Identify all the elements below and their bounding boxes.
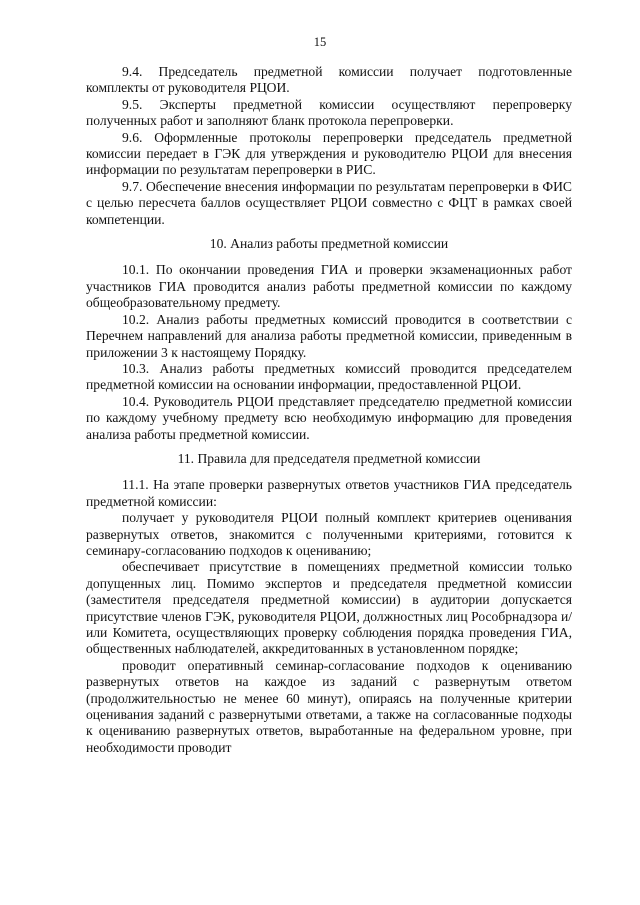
paragraph-9-5: 9.5. Эксперты предметной комиссии осуществляют перепроверку полученных работ и заполняют бланк протокола перепроверки. — [86, 96, 572, 129]
paragraph-9-4: 9.4. Председатель предметной комиссии получает подготовленные комплекты от руководителя РЦОИ. — [86, 64, 572, 96]
section-10-heading: 10. Анализ работы предметной комиссии — [209, 236, 449, 252]
paragraph-10-2: 10.2. Анализ работы предметных комиссий проводится в соответствии с Перечнем направлений для анализа работы предметной комиссии, приведенным в приложении 3 к настоящему Порядку. — [86, 311, 572, 360]
paragraph-11-1-item-1: получает у руководителя РЦОИ полный комплект критериев оценивания развернутых ответов, знакомится с полученными критериями, готовится к семинару-согласованию подходов к оцениванию; — [86, 510, 572, 558]
section-11-heading: 11. Правила для председателя предметной комиссии — [177, 450, 481, 466]
paragraph-9-7: 9.7. Обеспечение внесения информации по результатам перепроверки в ФИС с целью пересчета баллов осуществляет РЦОИ совместно с ФЦТ в рамках своей компетенции. — [86, 178, 572, 227]
document-body — [86, 64, 572, 756]
paragraph-11-1-item-2: обеспечивает присутствие в помещениях предметной комиссии только допущенных лиц. Помимо экспертов и председателя предметной комиссии (заместителя председателя предметной комиссии) в аудитории допускается присутствие членов ГЭК, руководителя РЦОИ, должностных лиц Рособрнадзора и/или Комитета, осуществляющих проверку соблюдения порядка проведения ГИА, общественных наблюдателей, аккредитованных в установленном порядке; — [86, 559, 572, 657]
paragraph-10-3: 10.3. Анализ работы предметных комиссий проводится председателем предметной комиссии на основании информации, предоставленной РЦОИ. — [86, 360, 572, 393]
paragraph-9-6: 9.6. Оформленные протоколы перепроверки председатель предметной комиссии передает в ГЭК для утверждения и руководителю РЦОИ для внесения информации по результатам перепроверки в РИС. — [86, 129, 572, 178]
page-number: 15 — [313, 35, 327, 49]
paragraph-10-4: 10.4. Руководитель РЦОИ представляет председателю предметной комиссии по каждому учебному предмету всю необходимую информацию для проведения анализа работы предметной комиссии. — [86, 393, 572, 442]
paragraph-11-1-item-3: проводит оперативный семинар-согласование подходов к оцениванию развернутых ответов на каждое из заданий с развернутым ответом (продолжительностью не менее 60 минут), опираясь на полученные критерии оценивания заданий с развернутыми ответами, а также на согласованные подходы к оцениванию развернутых ответов, выработанные на федеральном уровне, при необходимости проводит — [86, 657, 572, 755]
paragraph-11-1: 11.1. На этапе проверки развернутых ответов участников ГИА председатель предметной комиссии: — [86, 477, 572, 509]
paragraph-10-1: 10.1. По окончании проведения ГИА и проверки экзаменационных работ участников ГИА проводится анализ работы предметной комиссии по каждому общеобразовательному предмету. — [86, 262, 572, 311]
